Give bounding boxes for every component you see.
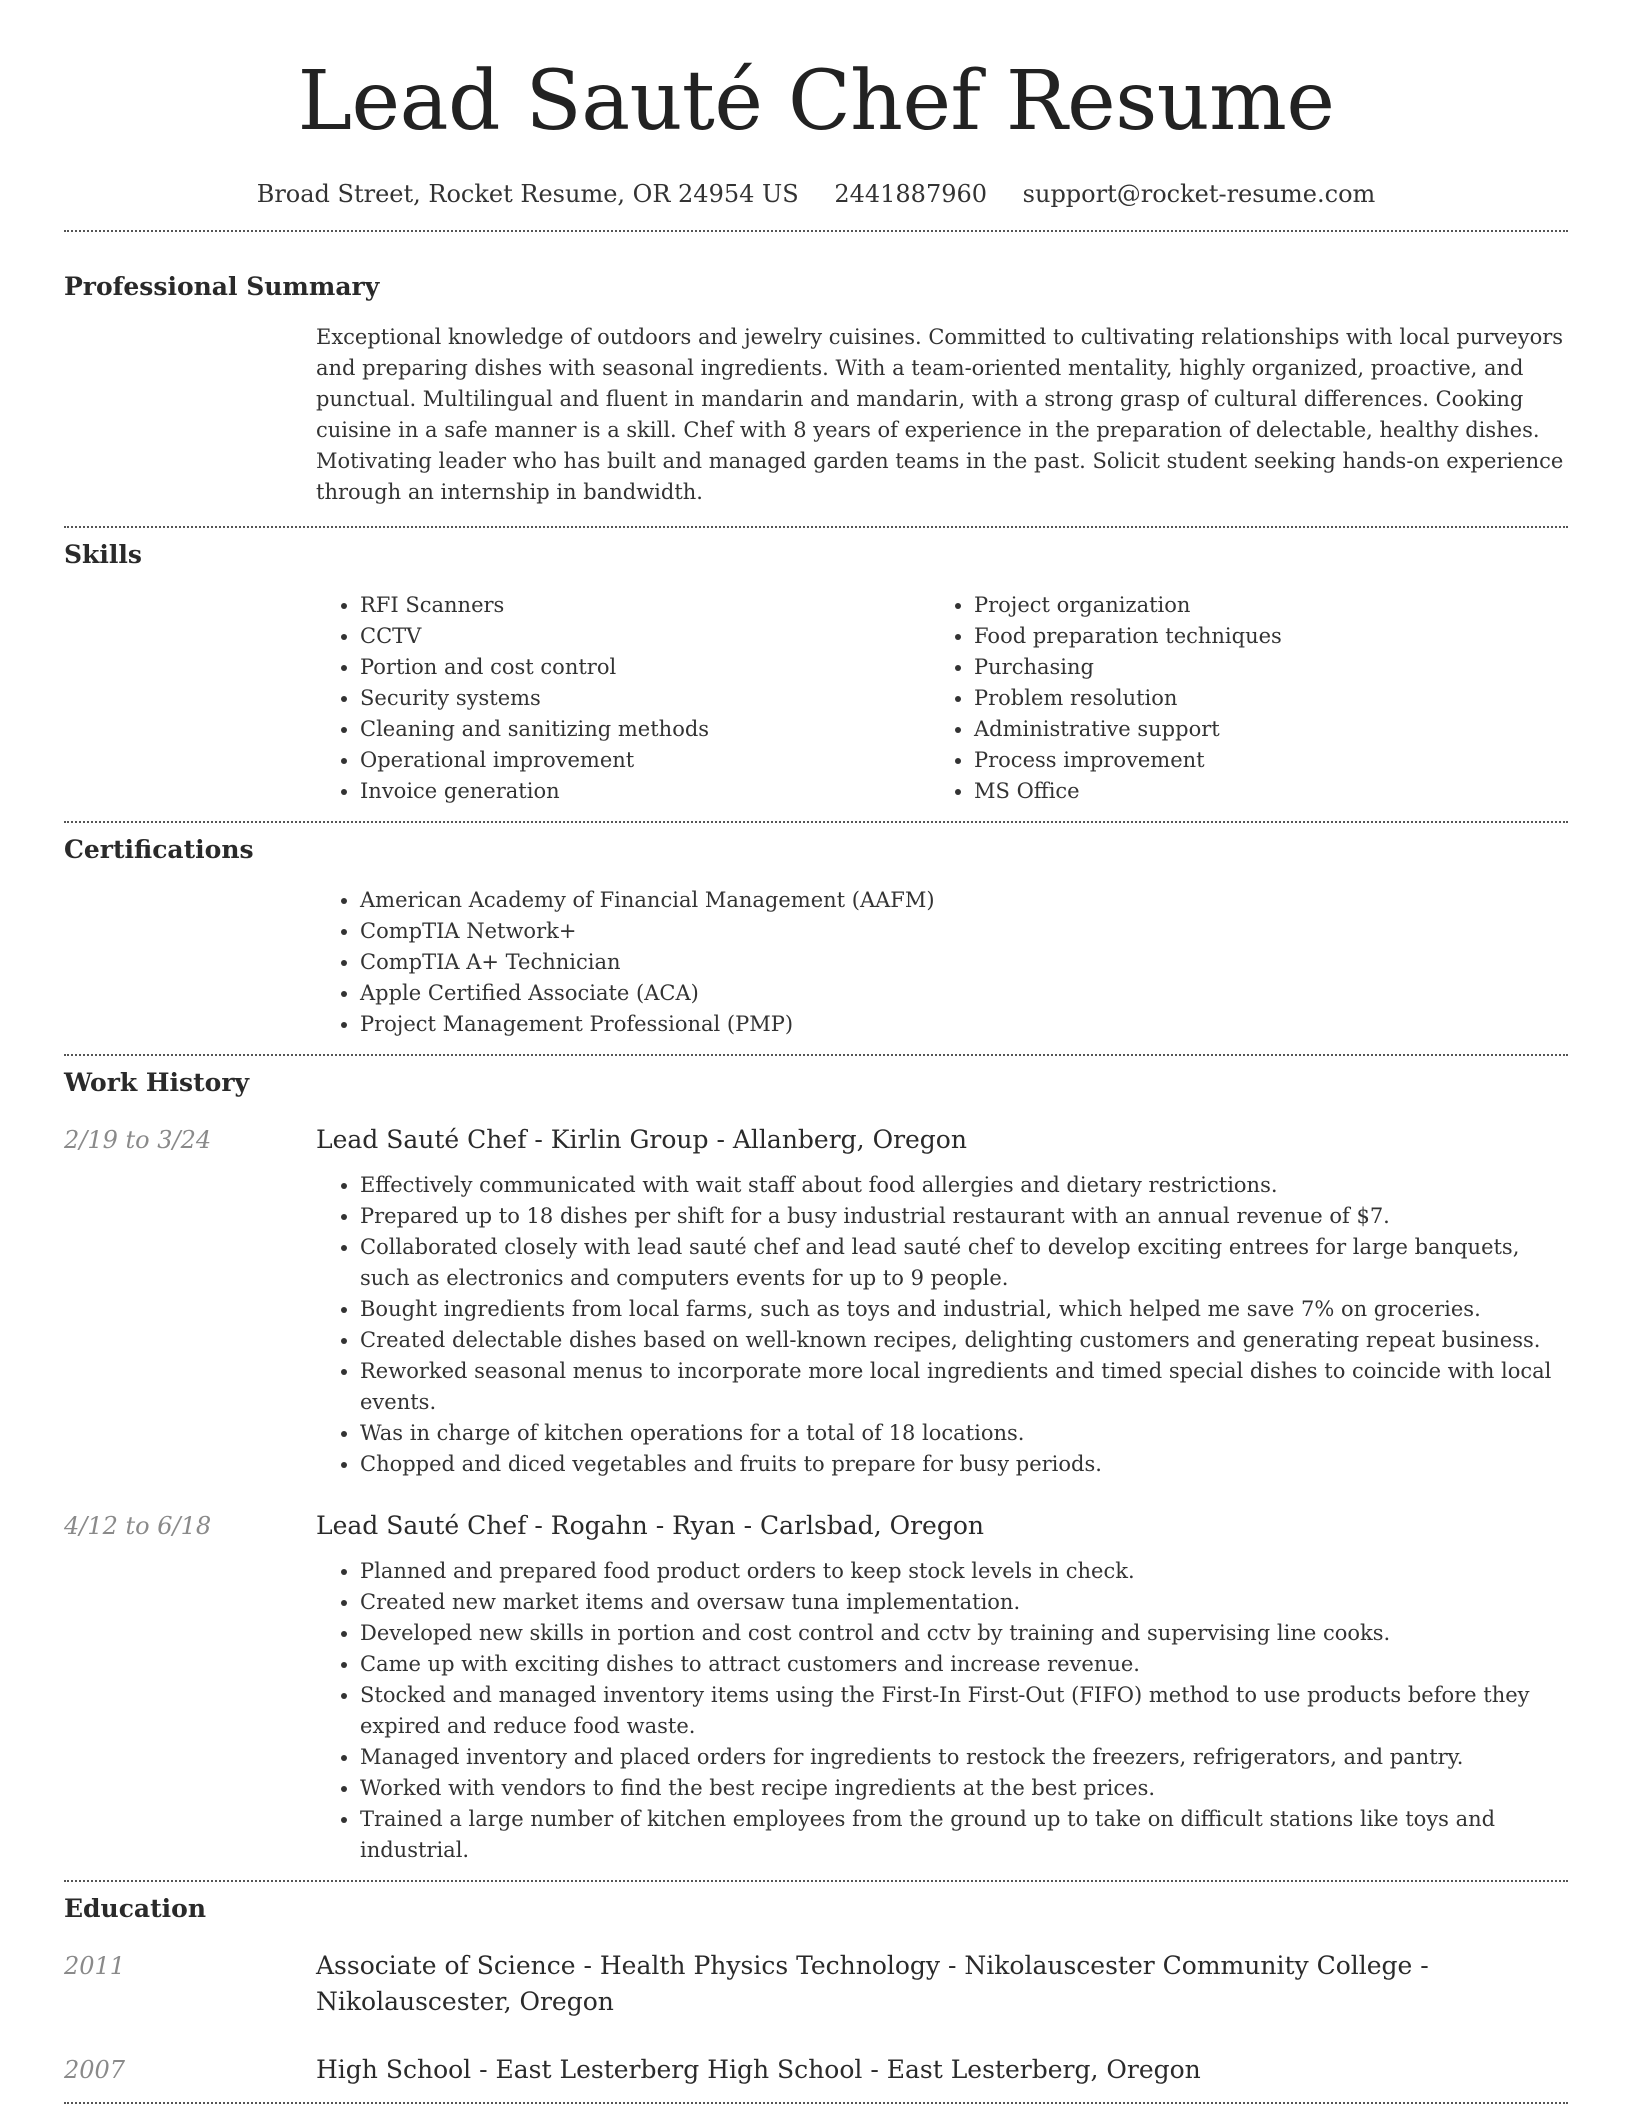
divider bbox=[64, 1880, 1568, 1882]
divider bbox=[64, 526, 1568, 528]
certifications-heading: Certifications bbox=[64, 835, 254, 864]
list-item: • RFI Scanners bbox=[360, 590, 930, 621]
summary-heading: Professional Summary bbox=[64, 272, 380, 301]
list-item: • CCTV bbox=[360, 621, 930, 652]
education-heading: Education bbox=[64, 1894, 207, 1923]
work-section bbox=[64, 1066, 1568, 1866]
list-item: • Bought ingredients from local farms, such as toys and industrial, which helped me save 7% on groceries. bbox=[360, 1294, 1568, 1325]
work-heading: Work History bbox=[64, 1068, 250, 1097]
contact-phone: 2441887960 bbox=[834, 180, 988, 208]
list-item: • Stocked and managed inventory items using the First-In First-Out (FIFO) method to use products before they expired and reduce food waste. bbox=[360, 1680, 1568, 1742]
list-item: • MS Office bbox=[974, 776, 1544, 807]
list-item: • Trained a large number of kitchen employees from the ground up to take on difficult stations like toys and industrial. bbox=[360, 1804, 1568, 1866]
education-entry bbox=[64, 2052, 1568, 2088]
list-item: • Apple Certified Associate (ACA) bbox=[360, 978, 1568, 1009]
summary-text: Exceptional knowledge of outdoors and jewelry cuisines. Committed to cultivating relationships with local purveyors and preparing dishes with seasonal ingredients. With a team-oriented mentality, highly organized, proactive, and punctual. Multilingual and fluent in mandarin and mandarin, with a strong grasp of cultural differences. Cooking cuisine in a safe manner is a skill. Chef with 8 years of experience in the preparation of delectable, healthy dishes. Motivating leader who has built and managed garden teams in the past. Solicit student seeking hands-on experience through an internship in bandwidth. bbox=[316, 325, 1564, 504]
list-item: • Reworked seasonal menus to incorporate more local ingredients and timed special dishes to coincide with local events. bbox=[360, 1356, 1568, 1418]
list-item: • Problem resolution bbox=[974, 683, 1544, 714]
education-section bbox=[64, 1892, 1568, 2088]
resume-page bbox=[64, 0, 1568, 2104]
list-item: • Was in charge of kitchen operations for a total of 18 locations. bbox=[360, 1418, 1568, 1449]
education-title: Associate of Science - Health Physics Technology - Nikolauscester Community College - Nikolauscester, Oregon bbox=[316, 1951, 1429, 2016]
list-item: • Developed new skills in portion and cost control and cctv by training and supervising line cooks. bbox=[360, 1618, 1568, 1649]
list-item: • Invoice generation bbox=[360, 776, 930, 807]
contact-line bbox=[64, 174, 1568, 214]
divider bbox=[64, 1054, 1568, 1056]
job-date: 4/12 to 6/18 bbox=[64, 1512, 212, 1540]
list-item: • Security systems bbox=[360, 683, 930, 714]
skills-heading: Skills bbox=[64, 540, 142, 569]
certifications-list bbox=[316, 885, 1568, 1040]
job-title: Lead Sauté Chef - Rogahn - Ryan - Carlsbad, Oregon bbox=[316, 1511, 984, 1540]
list-item: • Cleaning and sanitizing methods bbox=[360, 714, 930, 745]
list-item: • Process improvement bbox=[974, 745, 1544, 776]
list-item: • Prepared up to 18 dishes per shift for a busy industrial restaurant with an annual revenue of $7. bbox=[360, 1201, 1568, 1232]
divider bbox=[64, 2102, 1568, 2104]
list-item: • Worked with vendors to find the best recipe ingredients at the best prices. bbox=[360, 1773, 1568, 1804]
list-item: • Project organization bbox=[974, 590, 1544, 621]
skills-list-right bbox=[930, 590, 1544, 807]
contact-email: support@rocket-resume.com bbox=[1022, 180, 1376, 208]
education-entry bbox=[64, 1948, 1568, 2020]
list-item: • CompTIA Network+ bbox=[360, 916, 1568, 947]
skills-section bbox=[64, 538, 1568, 807]
resume-title: Lead Sauté Chef Resume bbox=[297, 54, 1335, 149]
certifications-section bbox=[64, 833, 1568, 1040]
list-item: • Effectively communicated with wait staff about food allergies and dietary restrictions. bbox=[360, 1170, 1568, 1201]
list-item: • Collaborated closely with lead sauté chef and lead sauté chef to develop exciting entrees for large banquets, such as electronics and computers events for up to 9 people. bbox=[360, 1232, 1568, 1294]
job-bullets bbox=[316, 1170, 1568, 1480]
list-item: • Food preparation techniques bbox=[974, 621, 1544, 652]
divider bbox=[64, 230, 1568, 232]
list-item: • Project Management Professional (PMP) bbox=[360, 1009, 1568, 1040]
job-entry bbox=[64, 1508, 1568, 1866]
skills-list-left bbox=[316, 590, 930, 807]
list-item: • Chopped and diced vegetables and fruits to prepare for busy periods. bbox=[360, 1449, 1568, 1480]
list-item: • Planned and prepared food product orders to keep stock levels in check. bbox=[360, 1556, 1568, 1587]
education-date: 2007 bbox=[64, 2056, 126, 2084]
list-item: • Managed inventory and placed orders for ingredients to restock the freezers, refrigerators, and pantry. bbox=[360, 1742, 1568, 1773]
job-title: Lead Sauté Chef - Kirlin Group - Allanberg, Oregon bbox=[316, 1125, 967, 1154]
list-item: • American Academy of Financial Management (AAFM) bbox=[360, 885, 1568, 916]
job-bullets bbox=[316, 1556, 1568, 1866]
list-item: • Purchasing bbox=[974, 652, 1544, 683]
education-title: High School - East Lesterberg High School - East Lesterberg, Oregon bbox=[316, 2055, 1201, 2084]
job-date: 2/19 to 3/24 bbox=[64, 1126, 212, 1154]
job-entry bbox=[64, 1122, 1568, 1480]
list-item: • Administrative support bbox=[974, 714, 1544, 745]
list-item: • Operational improvement bbox=[360, 745, 930, 776]
list-item: • Portion and cost control bbox=[360, 652, 930, 683]
education-date: 2011 bbox=[64, 1952, 126, 1980]
list-item: • Came up with exciting dishes to attract customers and increase revenue. bbox=[360, 1649, 1568, 1680]
divider bbox=[64, 821, 1568, 823]
summary-section bbox=[64, 270, 1568, 508]
list-item: • Created new market items and oversaw tuna implementation. bbox=[360, 1587, 1568, 1618]
list-item: • CompTIA A+ Technician bbox=[360, 947, 1568, 978]
list-item: • Created delectable dishes based on well-known recipes, delighting customers and generating repeat business. bbox=[360, 1325, 1568, 1356]
contact-address: Broad Street, Rocket Resume, OR 24954 US bbox=[256, 180, 799, 208]
